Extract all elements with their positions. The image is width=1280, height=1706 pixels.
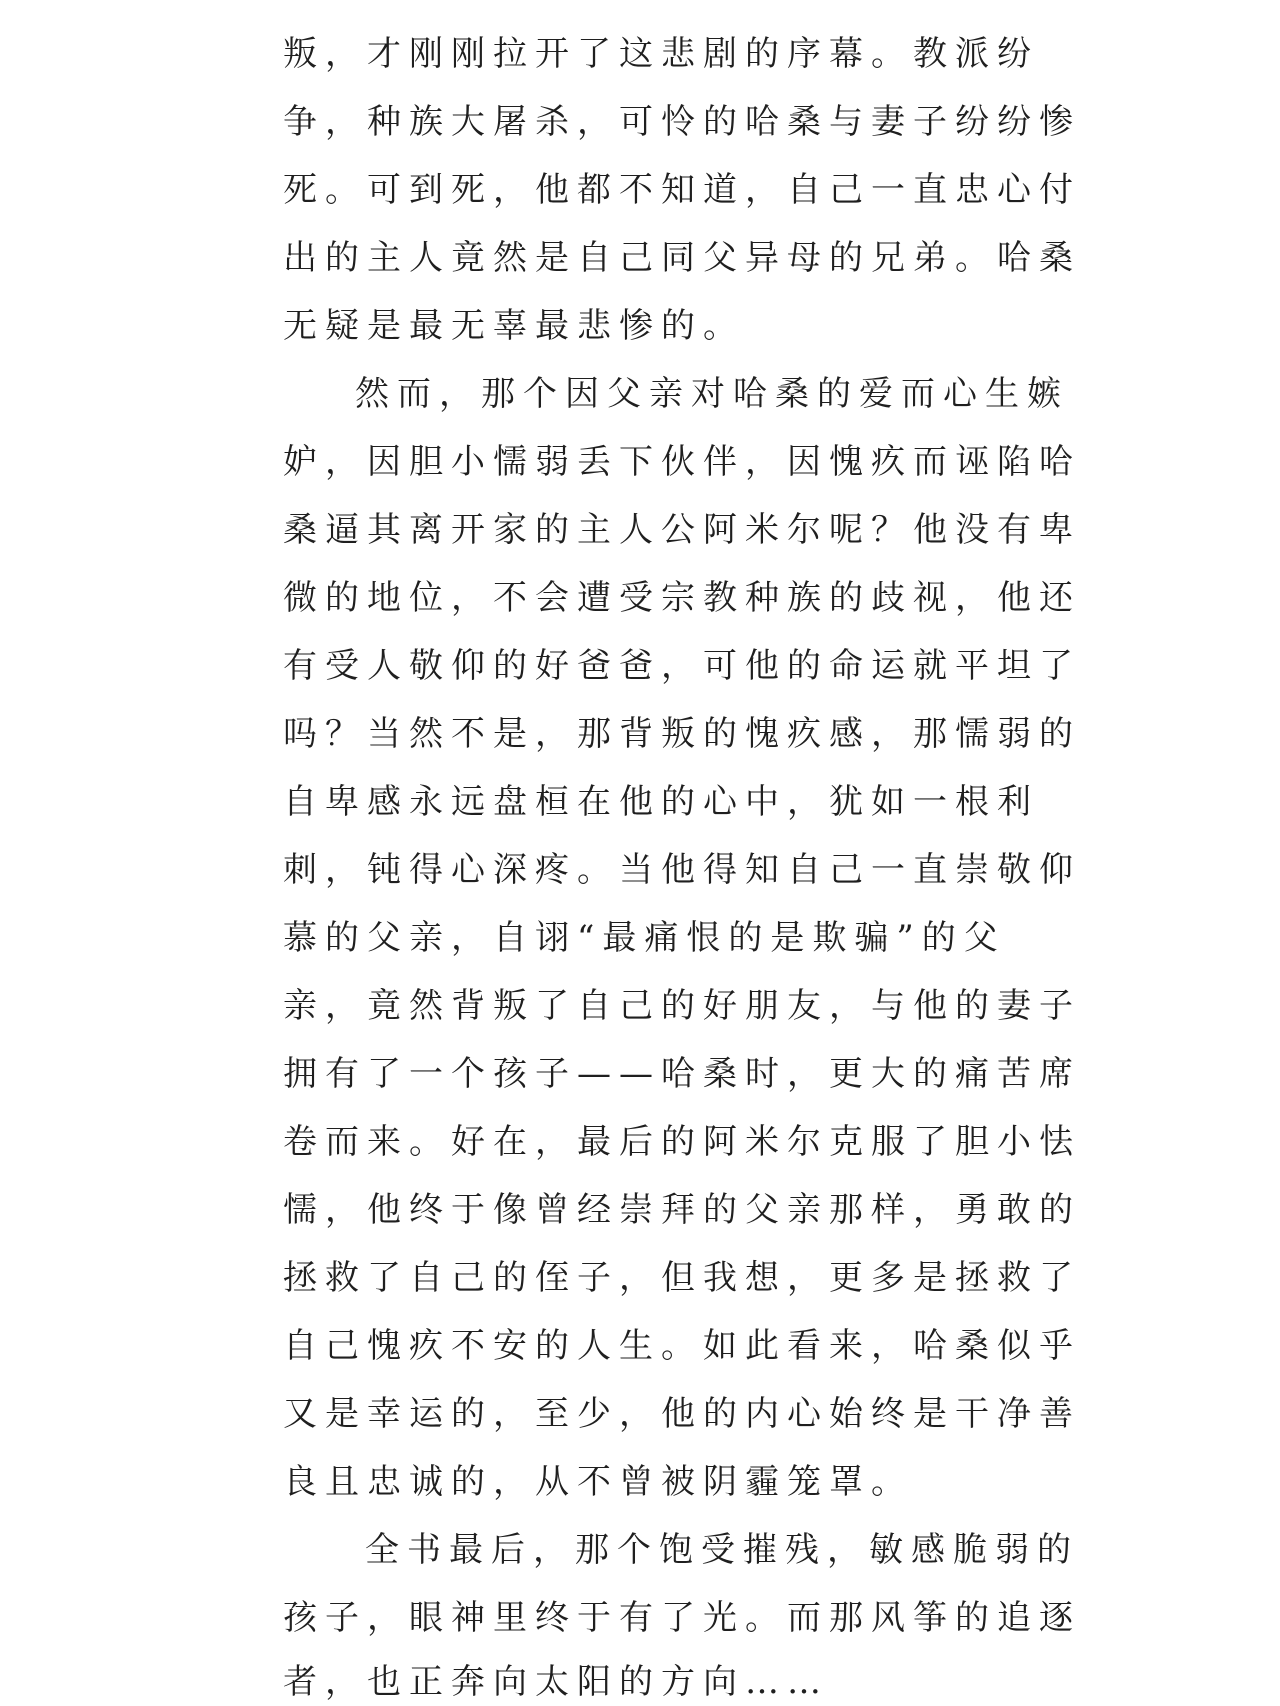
text-line: 桑逼其离开家的主人公阿米尔呢？他没有卑 — [283, 510, 1081, 550]
text-line: 出的主人竟然是自己同父异母的兄弟。哈桑 — [283, 238, 1081, 278]
text-line: 自卑感永远盘桓在他的心中，犹如一根利 — [283, 782, 1039, 822]
text-line: 懦，他终于像曾经崇拜的父亲那样，勇敢的 — [283, 1190, 1081, 1230]
text-line: 卷而来。好在，最后的阿米尔克服了胆小怯 — [283, 1122, 1081, 1162]
text-line: 全书最后，那个饱受摧残，敏感脆弱的 — [365, 1530, 1079, 1570]
text-line: 微的地位，不会遭受宗教种族的歧视，他还 — [283, 578, 1081, 618]
text-line: 吗？当然不是，那背叛的愧疚感，那懦弱的 — [283, 714, 1081, 754]
text-line: 又是幸运的，至少，他的内心始终是干净善 — [283, 1394, 1081, 1434]
text-line: 死。可到死，他都不知道，自己一直忠心付 — [283, 170, 1081, 210]
text-line: 叛，才刚刚拉开了这悲剧的序幕。教派纷 — [283, 34, 1039, 74]
text-line: 孩子，眼神里终于有了光。而那风筝的追逐 — [283, 1598, 1081, 1638]
text-line: 拯救了自己的侄子，但我想，更多是拯救了 — [283, 1258, 1081, 1298]
text-line: 争，种族大屠杀，可怜的哈桑与妻子纷纷惨 — [283, 102, 1081, 142]
text-line: 自己愧疚不安的人生。如此看来，哈桑似乎 — [283, 1326, 1081, 1366]
text-line: 良且忠诚的，从不曾被阴霾笼罩。 — [283, 1462, 913, 1502]
text-line: 拥有了一个孩子——哈桑时，更大的痛苦席 — [283, 1054, 1081, 1094]
text-line: 有受人敬仰的好爸爸，可他的命运就平坦了 — [283, 646, 1081, 686]
text-line: 亲，竟然背叛了自己的好朋友，与他的妻子 — [283, 986, 1081, 1026]
text-line: 无疑是最无辜最悲惨的。 — [283, 306, 745, 346]
text-line: 刺，钝得心深疼。当他得知自己一直崇敬仰 — [283, 850, 1081, 890]
text-line: 然而，那个因父亲对哈桑的爱而心生嫉 — [355, 374, 1069, 414]
text-line: 者，也正奔向太阳的方向…… — [283, 1662, 829, 1702]
text-line: 慕的父亲，自诩“最痛恨的是欺骗”的父 — [283, 918, 1006, 958]
text-line: 妒，因胆小懦弱丢下伙伴，因愧疚而诬陷哈 — [283, 442, 1081, 482]
